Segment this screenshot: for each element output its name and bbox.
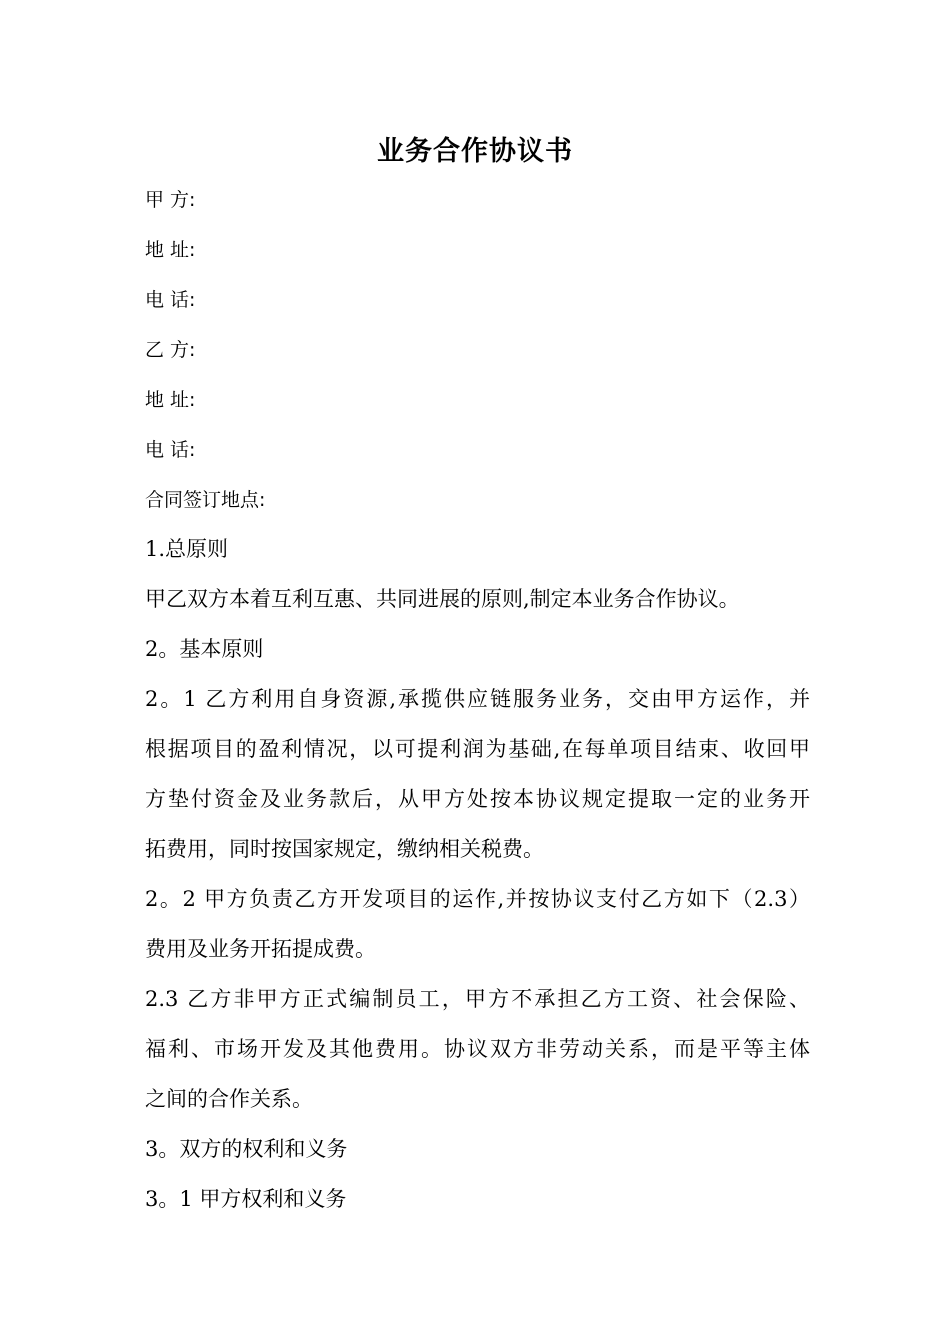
- signing-location-field: 合同签订地点:: [145, 489, 266, 511]
- paragraph-line: 2.3 乙方非甲方正式编制员工，甲方不承担乙方工资、社会保险、: [145, 987, 810, 1011]
- party-a-phone-field: 电 话:: [145, 289, 196, 311]
- party-b-field: 乙 方:: [145, 339, 196, 361]
- agreement-body: [145, 524, 810, 1224]
- party-b-address-field: 地 址:: [145, 389, 196, 411]
- paragraph-line: 2。1 乙方利用自身资源,承揽供应链服务业务，交由甲方运作，并: [145, 687, 810, 711]
- paragraph-line: 方垫付资金及业务款后，从甲方处按本协议规定提取一定的业务开: [145, 787, 810, 811]
- document-title: 业务合作协议书: [377, 136, 573, 167]
- paragraph-line: 2。2 甲方负责乙方开发项目的运作,并按协议支付乙方如下（2.3）: [145, 887, 810, 911]
- paragraph-line: 拓费用，同时按国家规定，缴纳相关税费。: [145, 837, 544, 861]
- section-heading: 1.总原则: [145, 537, 229, 561]
- section-heading: 3。双方的权利和义务: [145, 1137, 348, 1161]
- paragraph-line: 根据项目的盈利情况，以可提利润为基础,在每单项目结束、收回甲: [145, 737, 810, 761]
- section-heading: 2。基本原则: [145, 637, 264, 661]
- paragraph-line: 费用及业务开拓提成费。: [145, 937, 376, 961]
- paragraph-line: 福利、市场开发及其他费用。协议双方非劳动关系，而是平等主体: [145, 1037, 810, 1061]
- party-a-address-field: 地 址:: [145, 239, 196, 261]
- subsection-heading: 3。1 甲方权利和义务: [145, 1187, 347, 1211]
- party-b-phone-field: 电 话:: [145, 439, 196, 461]
- party-a-field: 甲 方:: [145, 189, 196, 211]
- paragraph-line: 甲乙双方本着互利互惠、共同进展的原则,制定本业务合作协议。: [145, 587, 740, 611]
- paragraph-line: 之间的合作关系。: [145, 1087, 313, 1111]
